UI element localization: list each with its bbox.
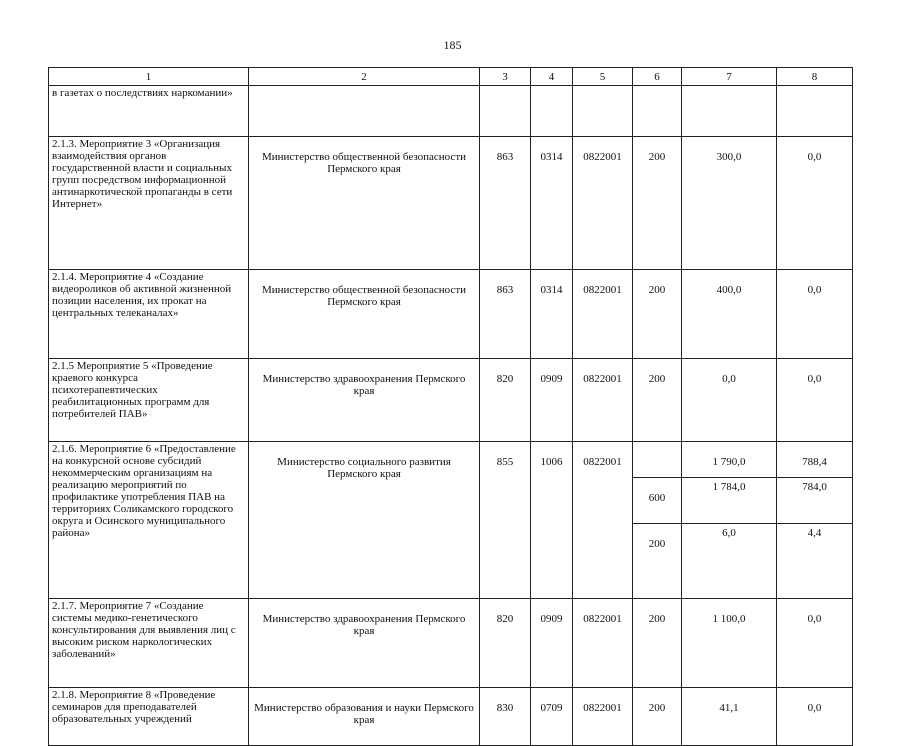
actual-amount-cell: 788,4 <box>777 442 853 478</box>
header-cell: 3 <box>480 68 531 86</box>
actual-amount-cell: 4,4 <box>777 524 853 599</box>
activity-cell: 2.1.7. Мероприятие 7 «Создание системы медико-генетического консультирования для выявления лиц с высоким риском наркологических заболеваний» <box>49 599 249 688</box>
actual-amount-cell: 784,0 <box>777 478 853 524</box>
expense-type-cell: 200 <box>633 270 682 359</box>
responsible-cell: Министерство здравоохранения Пермского края <box>249 599 480 688</box>
responsible-cell <box>249 86 480 137</box>
plan-amount-cell: 400,0 <box>682 270 777 359</box>
plan-amount-cell: 1 790,0 <box>682 442 777 478</box>
expense-type-cell: 200 <box>633 137 682 270</box>
header-cell: 2 <box>249 68 480 86</box>
activity-cell: 2.1.5 Мероприятие 5 «Проведение краевого конкурса психотерапевтических реабилитационных программ для потребителей ПАВ» <box>49 359 249 442</box>
responsible-cell: Министерство образования и науки Пермского края <box>249 688 480 746</box>
section-code-cell: 0709 <box>531 688 573 746</box>
table-row <box>49 359 853 442</box>
plan-amount-cell: 1 784,0 <box>682 478 777 524</box>
header-cell: 7 <box>682 68 777 86</box>
section-code-cell: 0314 <box>531 270 573 359</box>
expense-type-cell: 200 <box>633 688 682 746</box>
table-row <box>49 442 853 478</box>
header-cell: 5 <box>573 68 633 86</box>
grbs-code-cell <box>480 86 531 137</box>
header-cell: 8 <box>777 68 853 86</box>
section-code-cell: 1006 <box>531 442 573 599</box>
activity-cell: 2.1.3. Мероприятие 3 «Организация взаимодействия органов государственной власти и социальных групп посредством информационной антинаркотической пропаганды в сети Интернет» <box>49 137 249 270</box>
actual-amount-cell: 0,0 <box>777 599 853 688</box>
plan-amount-cell: 1 100,0 <box>682 599 777 688</box>
section-code-cell: 0909 <box>531 359 573 442</box>
expense-type-cell: 200 <box>633 359 682 442</box>
plan-amount-cell: 41,1 <box>682 688 777 746</box>
table-row <box>49 688 853 746</box>
target-code-cell: 0822001 <box>573 442 633 599</box>
header-cell: 6 <box>633 68 682 86</box>
actual-amount-cell: 0,0 <box>777 359 853 442</box>
activity-cell: в газетах о последствиях наркомании» <box>49 86 249 137</box>
table-row <box>49 137 853 270</box>
header-cell: 1 <box>49 68 249 86</box>
expense-type-cell <box>633 86 682 137</box>
expense-type-cell <box>633 442 682 478</box>
actual-amount-cell <box>777 86 853 137</box>
target-code-cell: 0822001 <box>573 599 633 688</box>
grbs-code-cell: 820 <box>480 359 531 442</box>
table-row <box>49 270 853 359</box>
activity-cell: 2.1.8. Мероприятие 8 «Проведение семинаров для преподавателей образовательных учреждений <box>49 688 249 746</box>
section-code-cell: 0909 <box>531 599 573 688</box>
plan-amount-cell: 0,0 <box>682 359 777 442</box>
section-code-cell: 0314 <box>531 137 573 270</box>
target-code-cell: 0822001 <box>573 137 633 270</box>
responsible-cell: Министерство здравоохранения Пермского края <box>249 359 480 442</box>
target-code-cell: 0822001 <box>573 688 633 746</box>
grbs-code-cell: 855 <box>480 442 531 599</box>
budget-table <box>48 67 853 746</box>
grbs-code-cell: 863 <box>480 270 531 359</box>
expense-type-cell: 200 <box>633 524 682 599</box>
grbs-code-cell: 820 <box>480 599 531 688</box>
responsible-cell: Министерство общественной безопасности Пермского края <box>249 270 480 359</box>
target-code-cell: 0822001 <box>573 359 633 442</box>
table-header-row <box>49 68 853 86</box>
page-number: 185 <box>443 38 462 52</box>
activity-cell: 2.1.4. Мероприятие 4 «Создание видеороликов об активной жизненной позиции населения, их прокат на центральных телеканалах» <box>49 270 249 359</box>
target-code-cell: 0822001 <box>573 270 633 359</box>
expense-type-cell: 200 <box>633 599 682 688</box>
table-row <box>49 86 853 137</box>
actual-amount-cell: 0,0 <box>777 137 853 270</box>
grbs-code-cell: 830 <box>480 688 531 746</box>
section-code-cell <box>531 86 573 137</box>
plan-amount-cell <box>682 86 777 137</box>
table-row <box>49 599 853 688</box>
header-cell: 4 <box>531 68 573 86</box>
actual-amount-cell: 0,0 <box>777 688 853 746</box>
responsible-cell: Министерство социального развития Пермского края <box>249 442 480 599</box>
grbs-code-cell: 863 <box>480 137 531 270</box>
expense-type-cell: 600 <box>633 478 682 524</box>
responsible-cell: Министерство общественной безопасности Пермского края <box>249 137 480 270</box>
plan-amount-cell: 6,0 <box>682 524 777 599</box>
plan-amount-cell: 300,0 <box>682 137 777 270</box>
actual-amount-cell: 0,0 <box>777 270 853 359</box>
activity-cell: 2.1.6. Мероприятие 6 «Предоставление на конкурсной основе субсидий некоммерческим организациям на реализацию мероприятий по профилактике употребления ПАВ на территориях Соликамского городского округа и Осинского муниципального района» <box>49 442 249 599</box>
target-code-cell <box>573 86 633 137</box>
